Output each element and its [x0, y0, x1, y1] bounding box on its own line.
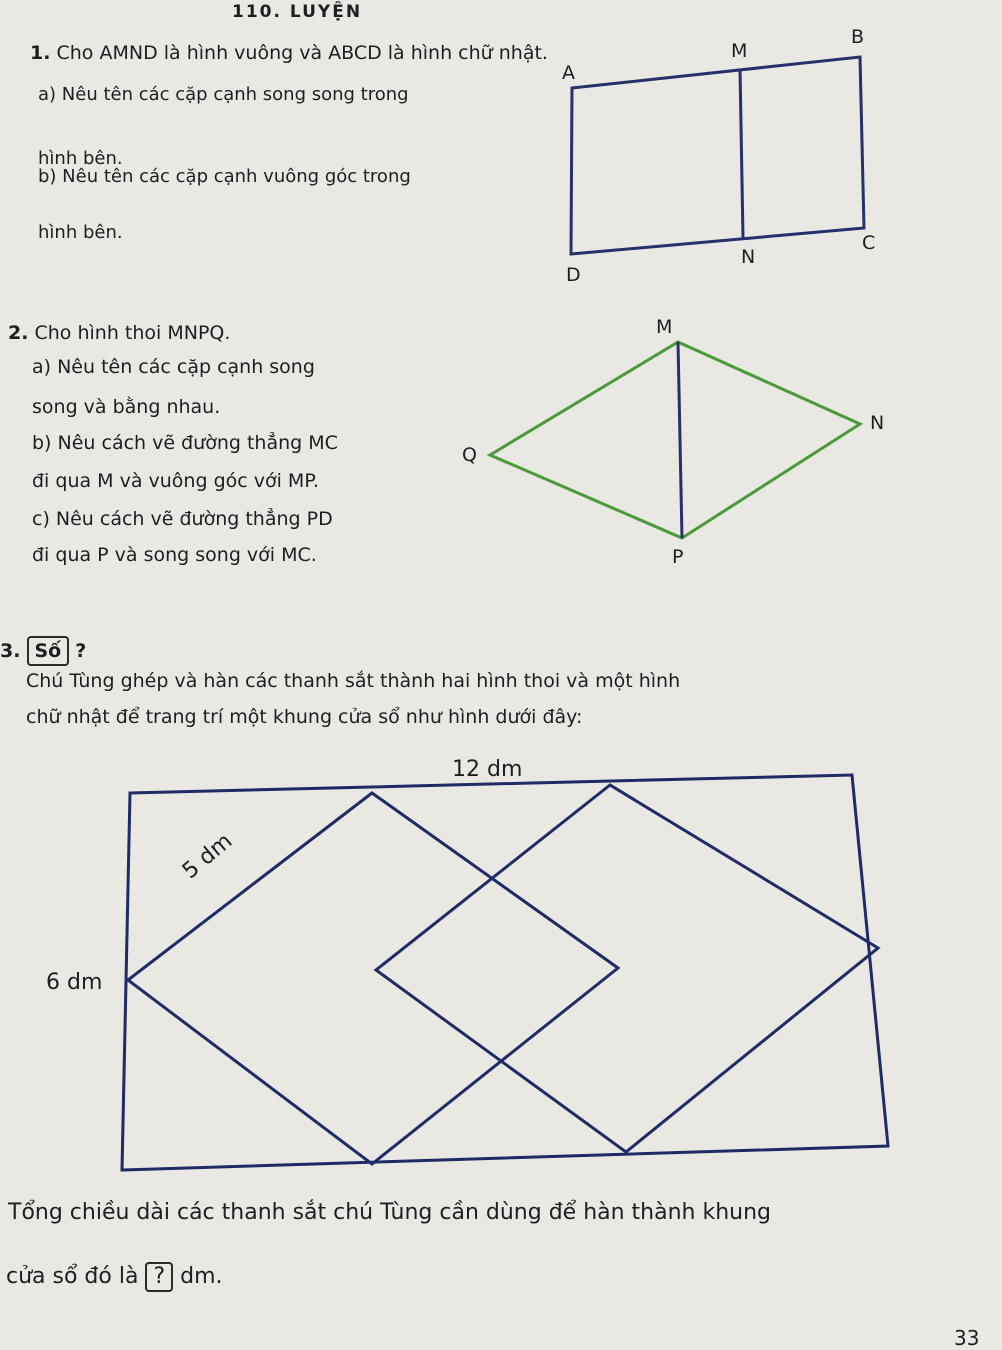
diagonal-mp — [678, 342, 682, 538]
q3-answer-line1: Tổng chiều dài các thanh sắt chú Tùng cần dùng để hàn thành khung — [8, 1200, 772, 1225]
q3-dim-width: 12 dm — [452, 757, 523, 782]
q1-label-n: N — [741, 246, 756, 268]
q1-intro: Cho AMND là hình vuông và ABCD là hình chữ nhật. — [56, 42, 548, 64]
q1-label-b: B — [851, 26, 865, 48]
q2-b-line2: đi qua M và vuông góc với MP. — [32, 470, 319, 492]
q3-answer-row — [6, 1262, 223, 1292]
q3-answer-unit: dm. — [180, 1264, 223, 1289]
q1-a-line1: a) Nêu tên các cặp cạnh song song trong — [38, 84, 409, 105]
q1-number: 1. — [30, 42, 51, 64]
q3-answer-box[interactable]: ? — [145, 1262, 173, 1292]
q1-a-line2: hình bên. — [38, 148, 123, 169]
q2-a-line1: a) Nêu tên các cặp cạnh song — [32, 356, 315, 378]
q1-label-d: D — [566, 264, 581, 286]
q3-dim-height: 6 dm — [46, 970, 103, 995]
rectangle-abcd — [571, 57, 864, 254]
q2-b-line1: b) Nêu cách vẽ đường thẳng MC — [32, 432, 338, 454]
q3-answer-pre: cửa sổ đó là — [6, 1264, 139, 1289]
q2-intro: Cho hình thoi MNPQ. — [34, 322, 231, 344]
q1-label-a: A — [562, 62, 575, 84]
q2-c-line1: c) Nêu cách vẽ đường thẳng PD — [32, 508, 333, 530]
q2-intro-row — [8, 322, 230, 344]
rhombus-mnpq — [490, 342, 860, 538]
q3-question-mark: ? — [75, 640, 87, 662]
q2-label-m: M — [656, 316, 673, 338]
q2-a-line2: song và bằng nhau. — [32, 396, 221, 418]
rhombus-right — [376, 785, 878, 1152]
q2-label-n: N — [870, 412, 885, 434]
q2-c-line2: đi qua P và song song với MC. — [32, 544, 317, 566]
q1-label-m: M — [731, 40, 748, 62]
q3-window-figure — [122, 775, 888, 1170]
q3-dim-side: 5 dm — [177, 828, 238, 885]
page-header: 110. LUYỆN — [232, 2, 363, 22]
segment-mn — [740, 69, 743, 238]
window-rectangle — [122, 775, 888, 1170]
q1-label-c: C — [862, 232, 876, 254]
q2-number: 2. — [8, 322, 29, 344]
q1-rectangle-figure — [571, 57, 864, 254]
q1-b-line2: hình bên. — [38, 222, 123, 243]
q3-heading-row — [0, 636, 86, 666]
q2-label-p: P — [672, 546, 684, 568]
q3-badge: Số — [27, 636, 70, 666]
q2-label-q: Q — [462, 444, 477, 466]
page-number: 33 — [954, 1326, 980, 1350]
q3-line1: Chú Tùng ghép và hàn các thanh sắt thành hai hình thoi và một hình — [26, 670, 681, 692]
q3-number: 3. — [0, 640, 21, 662]
q3-line2: chữ nhật để trang trí một khung cửa sổ như hình dưới đây: — [26, 706, 583, 728]
q2-rhombus-figure — [490, 342, 860, 538]
q1-b-line1: b) Nêu tên các cặp cạnh vuông góc trong — [38, 166, 411, 187]
